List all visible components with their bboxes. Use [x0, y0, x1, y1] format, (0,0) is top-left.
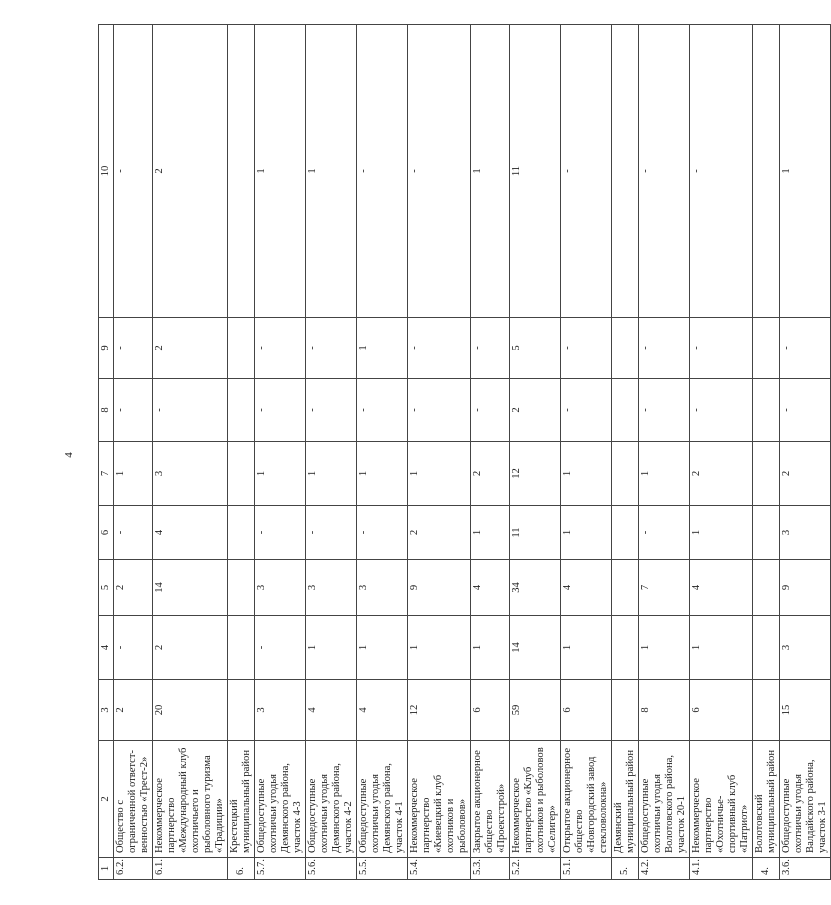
table-row	[471, 25, 510, 880]
value-cell	[228, 560, 255, 616]
value-cell: 3	[780, 506, 831, 560]
value-cell: -	[780, 318, 831, 379]
table-row	[510, 25, 561, 880]
value-cell: -	[639, 25, 690, 318]
value-cell: 8	[639, 680, 690, 741]
row-name-cell: Некоммерческое партнерство «Международный клуб охотничьего и рыболовного туризма «Традиции»	[153, 741, 228, 858]
row-number-cell: 4.1.	[690, 858, 753, 880]
value-cell: 4	[306, 680, 357, 741]
value-cell: 20	[153, 680, 228, 741]
value-cell: -	[471, 318, 510, 379]
value-cell: 1	[255, 442, 306, 506]
value-cell: 1	[561, 616, 612, 680]
value-cell: 1	[408, 616, 471, 680]
value-cell: -	[561, 379, 612, 442]
value-cell	[612, 379, 639, 442]
value-cell: 2	[510, 379, 561, 442]
row-number-cell: 5.2.	[510, 858, 561, 880]
row-name-cell: Крестецкий муниципальный район	[228, 741, 255, 858]
row-name-cell: Некоммерческое партнерство «Охотничье-спортивный клуб «Патриот»	[690, 741, 753, 858]
value-cell	[753, 25, 780, 318]
value-cell: -	[780, 379, 831, 442]
value-cell: 6	[561, 680, 612, 741]
value-cell	[753, 442, 780, 506]
header-cell: 7	[99, 442, 114, 506]
value-cell: -	[153, 379, 228, 442]
value-cell: 1	[255, 25, 306, 318]
value-cell: 1	[471, 25, 510, 318]
value-cell	[228, 442, 255, 506]
value-cell: -	[357, 379, 408, 442]
value-cell: 1	[306, 25, 357, 318]
table-row	[408, 25, 471, 880]
value-cell: 1	[561, 506, 612, 560]
value-cell	[612, 318, 639, 379]
value-cell: 3	[255, 680, 306, 741]
value-cell: 12	[408, 680, 471, 741]
header-cell: 9	[99, 318, 114, 379]
row-number-cell: 6.	[228, 858, 255, 880]
value-cell	[612, 25, 639, 318]
row-name-cell: Общедоступные охотничьи угодья Демянского района, участок 4-2	[306, 741, 357, 858]
value-cell: 4	[357, 680, 408, 741]
header-row	[99, 25, 114, 880]
value-cell	[753, 318, 780, 379]
value-cell: -	[114, 318, 153, 379]
value-cell: -	[306, 506, 357, 560]
value-cell: 11	[510, 506, 561, 560]
value-cell	[612, 680, 639, 741]
value-cell	[228, 616, 255, 680]
value-cell: 1	[471, 506, 510, 560]
row-name-cell: Некоммерческое партнерство «Клуб охотников и рыболовов «Селигер»	[510, 741, 561, 858]
value-cell: 5	[510, 318, 561, 379]
value-cell	[753, 680, 780, 741]
row-name-cell: Общество с ограниченной ответст-венностью «Трест-2»	[114, 741, 153, 858]
table-row	[255, 25, 306, 880]
value-cell: 3	[306, 560, 357, 616]
value-cell	[228, 318, 255, 379]
value-cell	[612, 616, 639, 680]
value-cell	[228, 25, 255, 318]
value-cell: 2	[114, 680, 153, 741]
value-cell: 9	[408, 560, 471, 616]
header-cell: 4	[99, 616, 114, 680]
row-number-cell: 3.6.	[780, 858, 831, 880]
value-cell	[228, 506, 255, 560]
value-cell: -	[357, 25, 408, 318]
value-cell: 2	[153, 25, 228, 318]
value-cell: 1	[114, 442, 153, 506]
value-cell: 1	[471, 616, 510, 680]
value-cell: 4	[561, 560, 612, 616]
table-row	[561, 25, 612, 880]
value-cell: -	[639, 379, 690, 442]
header-cell: 10	[99, 25, 114, 318]
value-cell: 11	[510, 25, 561, 318]
table-row	[114, 25, 153, 880]
row-number-cell: 5.5.	[357, 858, 408, 880]
value-cell: -	[471, 379, 510, 442]
header-cell: 2	[99, 741, 114, 858]
table-row	[753, 25, 780, 880]
value-cell: 2	[690, 442, 753, 506]
table-row	[306, 25, 357, 880]
row-number-cell: 5.1.	[561, 858, 612, 880]
value-cell: -	[255, 616, 306, 680]
header-cell: 3	[99, 680, 114, 741]
value-cell	[228, 680, 255, 741]
value-cell: -	[408, 25, 471, 318]
value-cell: 1	[357, 442, 408, 506]
value-cell: 4	[471, 560, 510, 616]
row-number-cell: 5.	[612, 858, 639, 880]
value-cell: -	[114, 25, 153, 318]
value-cell: 2	[780, 442, 831, 506]
value-cell: 14	[510, 616, 561, 680]
value-cell: 1	[690, 616, 753, 680]
page-number: 4	[63, 452, 75, 458]
row-number-cell: 5.6.	[306, 858, 357, 880]
value-cell: -	[690, 379, 753, 442]
value-cell: 3	[780, 616, 831, 680]
value-cell: 12	[510, 442, 561, 506]
value-cell: 1	[357, 318, 408, 379]
row-name-cell: Закрытое акционерное общество «Проектстрой»	[471, 741, 510, 858]
row-name-cell: Общедоступные охотничьи угодья Валдайского района, участок 3-1	[780, 741, 831, 858]
value-cell: 14	[153, 560, 228, 616]
value-cell: -	[114, 616, 153, 680]
value-cell: 1	[639, 442, 690, 506]
value-cell: 1	[306, 442, 357, 506]
row-number-cell: 5.3.	[471, 858, 510, 880]
value-cell: -	[690, 25, 753, 318]
value-cell: 59	[510, 680, 561, 741]
row-name-cell: Общедоступные охотничьи угодья Демянского района, участок 4-1	[357, 741, 408, 858]
value-cell	[612, 560, 639, 616]
value-cell: -	[306, 318, 357, 379]
row-number-cell: 5.7.	[255, 858, 306, 880]
value-cell: 1	[780, 25, 831, 318]
row-number-cell: 5.4.	[408, 858, 471, 880]
row-number-cell: 6.2.	[114, 858, 153, 880]
value-cell: -	[255, 506, 306, 560]
table-row	[780, 25, 831, 880]
value-cell: 1	[408, 442, 471, 506]
data-table	[98, 24, 831, 880]
value-cell: 6	[471, 680, 510, 741]
value-cell: 1	[639, 616, 690, 680]
header-cell: 5	[99, 560, 114, 616]
header-cell: 8	[99, 379, 114, 442]
value-cell: -	[408, 318, 471, 379]
value-cell	[228, 379, 255, 442]
value-cell: 3	[255, 560, 306, 616]
value-cell: 2	[114, 560, 153, 616]
value-cell: -	[561, 25, 612, 318]
value-cell: 4	[690, 560, 753, 616]
row-number-cell: 6.1.	[153, 858, 228, 880]
value-cell: -	[690, 318, 753, 379]
rotated-table-container	[98, 25, 828, 880]
value-cell: -	[306, 379, 357, 442]
value-cell: -	[357, 506, 408, 560]
value-cell: -	[114, 379, 153, 442]
value-cell	[753, 506, 780, 560]
table-row	[228, 25, 255, 880]
value-cell: 6	[690, 680, 753, 741]
row-name-cell: Демянский муниципальный район	[612, 741, 639, 858]
row-name-cell: Общедоступные охотничьи угодья Демянского района, участок 4-3	[255, 741, 306, 858]
value-cell: 7	[639, 560, 690, 616]
header-cell: 6	[99, 506, 114, 560]
value-cell: 1	[357, 616, 408, 680]
value-cell: 9	[780, 560, 831, 616]
value-cell: 2	[153, 616, 228, 680]
value-cell: -	[255, 379, 306, 442]
value-cell: -	[114, 506, 153, 560]
value-cell: 1	[690, 506, 753, 560]
row-name-cell: Волотовский муниципальный район	[753, 741, 780, 858]
table-row	[639, 25, 690, 880]
value-cell: 2	[408, 506, 471, 560]
value-cell: 4	[153, 506, 228, 560]
value-cell	[612, 506, 639, 560]
value-cell: 2	[471, 442, 510, 506]
value-cell: 15	[780, 680, 831, 741]
value-cell: 3	[153, 442, 228, 506]
row-name-cell: Общедоступные охотничьи угодья Волотовского района, участок 20-1	[639, 741, 690, 858]
row-name-cell: Открытое акционерное общество «Новгородский завод стекловолокна»	[561, 741, 612, 858]
table-row	[612, 25, 639, 880]
table-row	[153, 25, 228, 880]
value-cell: -	[408, 379, 471, 442]
value-cell: -	[561, 318, 612, 379]
value-cell	[612, 442, 639, 506]
row-number-cell: 4.	[753, 858, 780, 880]
header-cell: 1	[99, 858, 114, 880]
row-number-cell: 4.2.	[639, 858, 690, 880]
value-cell: -	[639, 318, 690, 379]
value-cell: 2	[153, 318, 228, 379]
value-cell: -	[255, 318, 306, 379]
row-name-cell: Некоммерческое партнерство «Киевецкий клуб охотников и рыболовов»	[408, 741, 471, 858]
value-cell	[753, 379, 780, 442]
table-row	[357, 25, 408, 880]
value-cell: 34	[510, 560, 561, 616]
value-cell	[753, 560, 780, 616]
value-cell: 1	[306, 616, 357, 680]
table-row	[690, 25, 753, 880]
value-cell: -	[639, 506, 690, 560]
value-cell	[753, 616, 780, 680]
value-cell: 1	[561, 442, 612, 506]
value-cell: 3	[357, 560, 408, 616]
